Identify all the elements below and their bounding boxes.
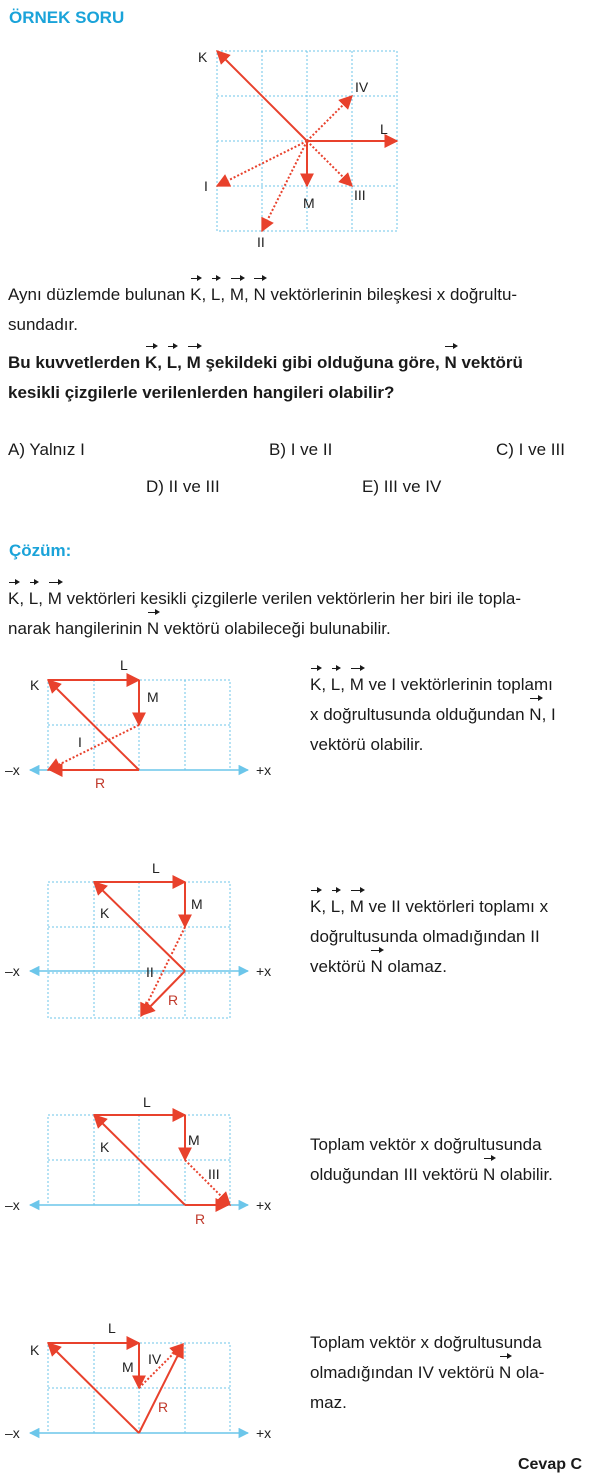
label-ii: II: [257, 234, 265, 250]
label-l: L: [108, 1320, 116, 1336]
label-i: I: [78, 734, 82, 750]
label-iii: III: [354, 187, 366, 203]
label-i: I: [204, 178, 208, 194]
case3-text: Toplam vektör x doğrultusunda olduğundan III vektörü N olabilir.: [310, 1130, 586, 1190]
question-prompt: Bu kuvvetlerden K, L, M şekildeki gibi olduğuna göre, N vektörü kesikli çizgilerle verilenlerden hangileri olabilir?: [8, 348, 588, 408]
option-c[interactable]: C) I ve III: [496, 440, 565, 459]
option-d[interactable]: D) II ve III: [146, 477, 220, 496]
label-l: L: [120, 657, 128, 673]
label-l: L: [143, 1094, 151, 1110]
label-plus-x: +x: [256, 762, 272, 778]
label-r: R: [158, 1399, 169, 1415]
case2-figure: [0, 855, 300, 1025]
label-r: R: [95, 775, 106, 791]
label-iv: IV: [355, 79, 369, 95]
label-minus-x: –x: [5, 1425, 20, 1441]
label-plus-x: +x: [256, 963, 272, 979]
label-m: M: [303, 195, 315, 211]
vector-ii: [262, 141, 307, 231]
case1-text: K, L, M ve I vektörlerinin toplamı x doğrultusunda olduğundan N, I vektörü olabilir.: [310, 670, 586, 760]
label-r: R: [195, 1211, 206, 1227]
label-ii: II: [146, 964, 154, 980]
label-iv: IV: [148, 1351, 162, 1367]
solution-intro: K, L, M vektörleri kesikli çizgilerle verilen vektörlerin her biri ile topla- narak hangilerinin N vektörü olabileceği bulunabilir.: [8, 584, 588, 644]
label-m: M: [147, 689, 159, 705]
label-l: L: [152, 860, 160, 876]
label-iii: III: [208, 1166, 220, 1182]
label-k: K: [100, 905, 110, 921]
grid: [48, 882, 230, 1018]
vector-iii: [307, 141, 352, 186]
label-k: K: [30, 677, 40, 693]
answer: Cevap C: [517, 1456, 582, 1473]
label-plus-x: +x: [256, 1425, 272, 1441]
case4-figure: [0, 1310, 300, 1450]
case3-figure: [0, 1090, 300, 1235]
label-r: R: [168, 992, 179, 1008]
label-plus-x: +x: [256, 1197, 272, 1213]
label-l: L: [380, 121, 388, 137]
label-m: M: [191, 896, 203, 912]
case1-figure: [0, 652, 300, 797]
case4-text: Toplam vektör x doğrultusunda olmadığından IV vektörü N ola- maz.: [310, 1333, 545, 1412]
vector-iv: [307, 96, 352, 141]
label-k: K: [100, 1139, 110, 1155]
label-minus-x: –x: [5, 963, 20, 979]
example-title: ÖRNEK SORU: [9, 8, 125, 27]
label-k: K: [198, 49, 208, 65]
question-text: Aynı düzlemde bulunan K, L, M, N vektörlerinin bileşkesi x doğrultu- sundadır.: [8, 280, 588, 340]
option-e[interactable]: E) III ve IV: [362, 477, 442, 496]
label-minus-x: –x: [5, 1197, 20, 1213]
vector-i: [48, 725, 139, 770]
label-m: M: [188, 1132, 200, 1148]
case2-text: K, L, M ve II vektörleri toplamı x doğrultusunda olmadığından II vektörü N olamaz.: [310, 892, 586, 982]
solution-title: Çözüm:: [9, 541, 72, 560]
label-minus-x: –x: [5, 762, 20, 778]
label-k: K: [30, 1342, 40, 1358]
option-b[interactable]: B) I ve II: [269, 440, 333, 459]
option-a[interactable]: A) Yalnız I: [8, 440, 85, 459]
main-figure: [190, 40, 420, 255]
label-m: M: [122, 1359, 134, 1375]
